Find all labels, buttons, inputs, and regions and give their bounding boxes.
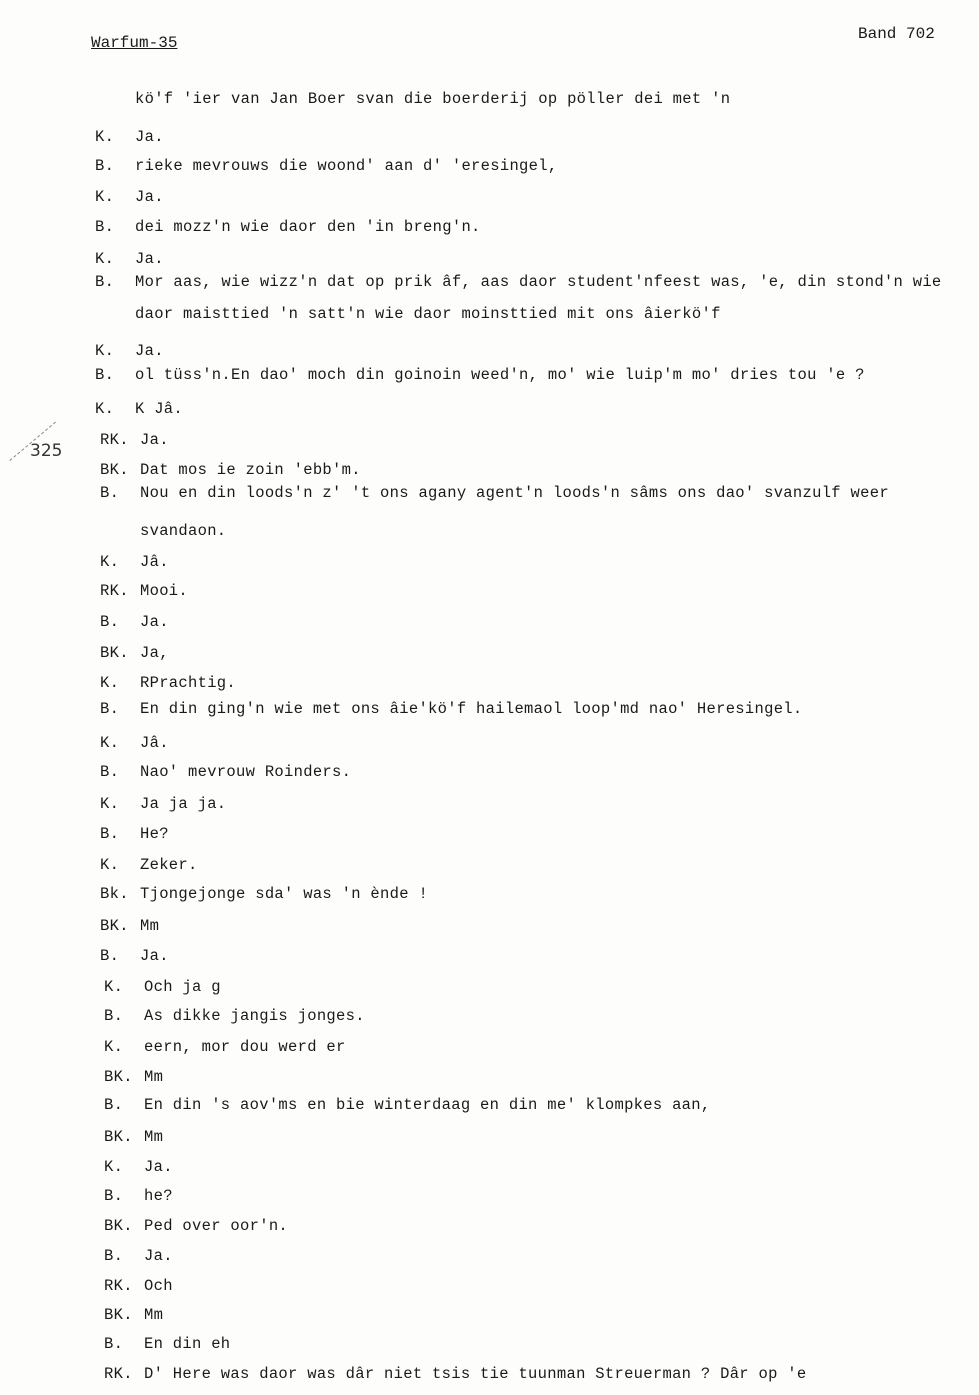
transcript-line — [100, 700, 803, 718]
utterance-text: RPrachtig. — [140, 674, 237, 692]
utterance-text: Mm — [140, 917, 160, 935]
speaker-label: BK. — [104, 1128, 133, 1146]
transcript-line — [100, 484, 889, 502]
speaker-label: B. — [100, 763, 120, 781]
utterance-text: En din 's aov'ms en bie winterdaag en din me' klompkes aan, — [144, 1096, 711, 1114]
transcript-line — [104, 1158, 173, 1176]
speaker-label: B. — [104, 1007, 124, 1025]
utterance-text: Mm — [144, 1128, 164, 1146]
speaker-label: K. — [100, 856, 120, 874]
utterance-text: Ja. — [135, 188, 164, 206]
document-reference: Warfum-35 — [91, 34, 178, 52]
speaker-label: RK. — [100, 582, 129, 600]
transcript-line — [95, 218, 481, 236]
speaker-label: K. — [95, 250, 115, 268]
speaker-label: K. — [95, 342, 115, 360]
speaker-label: RK. — [104, 1365, 133, 1383]
transcript-line — [104, 1365, 807, 1383]
speaker-label: B. — [100, 484, 120, 502]
speaker-label: B. — [104, 1247, 124, 1265]
transcript-line — [100, 674, 236, 692]
transcript-line — [100, 461, 361, 479]
speaker-label: BK. — [104, 1068, 133, 1086]
transcript-line — [104, 1335, 230, 1353]
transcript-line — [100, 885, 428, 903]
utterance-text: kö'f 'ier van Jan Boer svan die boerderij op pöller dei met 'n — [135, 90, 731, 108]
transcript-line — [95, 305, 721, 323]
utterance-text: eern, mor dou werd er — [144, 1038, 346, 1056]
speaker-label: BK. — [100, 917, 129, 935]
utterance-text: Mm — [144, 1068, 164, 1086]
utterance-text: D' Here was daor was dâr niet tsis tie tuunman Streuerman ? Dâr op 'e — [144, 1365, 807, 1383]
speaker-label: B. — [100, 825, 120, 843]
utterance-text: Ja. — [140, 613, 169, 631]
tape-number: Band 702 — [858, 25, 935, 43]
transcript-line — [100, 795, 226, 813]
transcript-line — [100, 553, 169, 571]
transcript-line — [104, 1217, 288, 1235]
utterance-text: rieke mevrouws die woond' aan d' 'eresingel, — [135, 157, 558, 175]
speaker-label: K. — [95, 188, 115, 206]
transcript-line — [104, 1128, 163, 1146]
utterance-text: Mooi. — [140, 582, 189, 600]
transcript-line — [100, 431, 169, 449]
transcript-line — [95, 366, 865, 384]
utterance-text: Mor aas, wie wizz'n dat op prik âf, aas daor student'nfeest was, 'e, din stond'n wie — [135, 273, 942, 291]
transcript-line — [100, 856, 198, 874]
transcript-line — [100, 917, 159, 935]
speaker-label: B. — [100, 947, 120, 965]
utterance-text: Jâ. — [140, 734, 169, 752]
speaker-label: B. — [104, 1096, 124, 1114]
margin-number: 325 — [30, 441, 63, 461]
speaker-label: B. — [95, 366, 115, 384]
speaker-label: BK. — [100, 644, 129, 662]
utterance-text: Ja. — [144, 1158, 173, 1176]
utterance-text: ol tüss'n.En dao' moch din goinoin weed'n, mo' wie luip'm mo' dries tou 'e ? — [135, 366, 865, 384]
speaker-label: K. — [100, 734, 120, 752]
speaker-label: RK. — [100, 431, 129, 449]
speaker-label: B. — [104, 1187, 124, 1205]
utterance-text: Ja, — [140, 644, 169, 662]
speaker-label: K. — [100, 553, 120, 571]
utterance-text: Ja. — [135, 250, 164, 268]
speaker-label: K. — [104, 1158, 124, 1176]
speaker-label: K. — [104, 978, 124, 996]
speaker-label: BK. — [104, 1217, 133, 1235]
transcript-line — [100, 644, 169, 662]
utterance-text: Ja. — [135, 128, 164, 146]
speaker-label: B. — [95, 218, 115, 236]
transcript-line — [95, 273, 942, 291]
utterance-text: dei mozz'n wie daor den 'in breng'n. — [135, 218, 481, 236]
transcript-line — [104, 1247, 173, 1265]
speaker-label: K. — [95, 400, 115, 418]
utterance-text: he? — [144, 1187, 173, 1205]
utterance-text: Tjongejonge sda' was 'n ènde ! — [140, 885, 429, 903]
transcript-line — [95, 188, 164, 206]
utterance-text: Ped over oor'n. — [144, 1217, 289, 1235]
utterance-text: Ja. — [140, 431, 169, 449]
transcript-line — [104, 1306, 163, 1324]
speaker-label: B. — [100, 700, 120, 718]
speaker-label: BK. — [104, 1306, 133, 1324]
utterance-text: Ja ja ja. — [140, 795, 227, 813]
speaker-label: Bk. — [100, 885, 129, 903]
transcript-line — [104, 1096, 711, 1114]
transcript-line — [100, 734, 169, 752]
transcript-line — [100, 825, 169, 843]
transcript-line — [100, 582, 188, 600]
speaker-label: BK. — [100, 461, 129, 479]
transcript-line — [100, 613, 169, 631]
transcript-line — [104, 1007, 365, 1025]
utterance-text: He? — [140, 825, 169, 843]
utterance-text: Zeker. — [140, 856, 198, 874]
utterance-text: Ja. — [135, 342, 164, 360]
utterance-text: K Jâ. — [135, 400, 184, 418]
transcript-line — [95, 128, 164, 146]
speaker-label: RK. — [104, 1277, 133, 1295]
transcript-line — [95, 250, 164, 268]
speaker-label: B. — [95, 157, 115, 175]
utterance-text: Nou en din loods'n z' 't ons agany agent'n loods'n sâms ons dao' svanzulf weer — [140, 484, 889, 502]
speaker-label: B. — [104, 1335, 124, 1353]
speaker-label: K. — [104, 1038, 124, 1056]
transcript-line — [104, 978, 221, 996]
transcript-line — [104, 1068, 163, 1086]
utterance-text: Dat mos ie zoin 'ebb'm. — [140, 461, 361, 479]
utterance-text: daor maisttied 'n satt'n wie daor moinsttied mit ons âierkö'f — [135, 305, 721, 323]
speaker-label: K. — [100, 674, 120, 692]
transcript-line — [100, 947, 169, 965]
transcript-line — [104, 1038, 346, 1056]
transcript-line — [100, 522, 226, 540]
utterance-text: Jâ. — [140, 553, 169, 571]
utterance-text: Mm — [144, 1306, 164, 1324]
speaker-label: B. — [100, 613, 120, 631]
transcript-line — [95, 400, 183, 418]
speaker-label: K. — [95, 128, 115, 146]
utterance-text: Ja. — [140, 947, 169, 965]
utterance-text: Ja. — [144, 1247, 173, 1265]
utterance-text: En din eh — [144, 1335, 231, 1353]
transcript-line — [95, 157, 557, 175]
utterance-text: svandaon. — [140, 522, 227, 540]
speaker-label: B. — [95, 273, 115, 291]
utterance-text: Nao' mevrouw Roinders. — [140, 763, 352, 781]
transcript-line — [104, 1187, 173, 1205]
utterance-text: As dikke jangis jonges. — [144, 1007, 365, 1025]
utterance-text: Och — [144, 1277, 173, 1295]
utterance-text: En din ging'n wie met ons âie'kö'f hailemaol loop'md nao' Heresingel. — [140, 700, 803, 718]
transcript-line — [100, 763, 351, 781]
utterance-text: Och ja g — [144, 978, 221, 996]
transcript-line — [95, 342, 164, 360]
transcript-line — [104, 1277, 173, 1295]
transcript-line — [95, 90, 730, 108]
speaker-label: K. — [100, 795, 120, 813]
